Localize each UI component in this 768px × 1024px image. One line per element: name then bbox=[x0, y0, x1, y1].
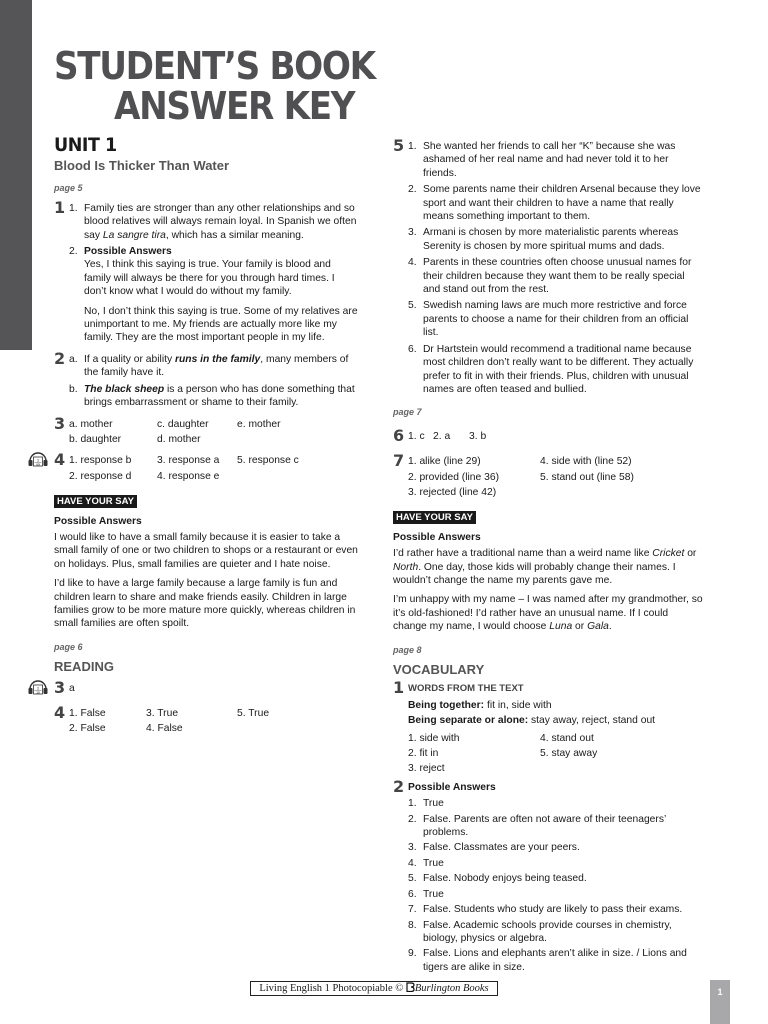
answer-cell: 5. stay away bbox=[540, 748, 598, 760]
answer-text: False. Parents are often not aware of their teenagers’ problems. bbox=[423, 813, 666, 839]
answer-item bbox=[408, 947, 703, 974]
answer-text: Family ties are stronger than any other relationships and so blood relatives will always remain loyal. In Spanish we often say bbox=[84, 202, 357, 241]
answer-row bbox=[69, 418, 359, 431]
exercise-number: 1 bbox=[393, 678, 405, 698]
headphones-icon bbox=[27, 679, 49, 695]
answer-row bbox=[69, 707, 359, 720]
answer-text: False. Nobody enjoys being teased. bbox=[423, 873, 587, 885]
track-number: 1 bbox=[36, 685, 40, 690]
answer-paragraph: Yes, I think this saying is true. Your family is blood and family will always be there for you through hard times. I don’t know what I would do without my family. bbox=[84, 259, 335, 298]
answer-text: True bbox=[423, 888, 444, 900]
answer-text: Armani is chosen by more materialistic parents whereas Serenity is chosen by more spiritual mums and dads. bbox=[423, 227, 679, 252]
burlington-logo-icon bbox=[406, 982, 415, 992]
exercise-1 bbox=[54, 197, 359, 345]
answer-text: . One day, those kids will probably change their names. I wouldn’t change the name my parents gave me. bbox=[393, 561, 676, 586]
have-your-say-label: HAVE YOUR SAY bbox=[393, 511, 476, 524]
answer-item bbox=[69, 353, 359, 380]
answer-paragraph: I’d like to have a large family because a large family is fun and children learn to share and make friends easily. Children in large families grow to be more mature more quickly, whereas children in small families are often spoilt. bbox=[54, 578, 356, 630]
track-sub: 09 bbox=[36, 462, 40, 467]
answer-text: She wanted her friends to call her “K” because she was ashamed of her real name and had never told it to her friends. bbox=[423, 141, 676, 179]
answer-text: False. Academic schools provide courses in chemistry, biology, physics or algebra. bbox=[423, 919, 672, 944]
answer-row bbox=[408, 471, 703, 484]
page-ref-7: page 7 bbox=[393, 407, 422, 418]
answer-row bbox=[408, 430, 703, 443]
answer-cell: 3. response a bbox=[157, 455, 220, 467]
answer-text: Some parents name their children Arsenal because they love sport and want their children to have a name that really means something important to them. bbox=[423, 184, 701, 223]
exercise-number: 4 bbox=[54, 450, 66, 470]
answer-text: or bbox=[572, 621, 588, 633]
answer-cell: 4. side with (line 52) bbox=[540, 456, 632, 468]
answer-term: runs in the family bbox=[175, 353, 261, 365]
answer-text: If a quality or ability bbox=[84, 353, 175, 365]
left-column bbox=[36, 134, 359, 738]
answer-cell: 1. side with bbox=[408, 732, 460, 744]
vocab-label: Being together: bbox=[408, 699, 485, 711]
item-number: 1. bbox=[408, 798, 417, 810]
reading-exercise-3 bbox=[36, 677, 359, 697]
possible-answers-heading: Possible Answers bbox=[84, 246, 172, 258]
answer-cell: 3. True bbox=[146, 708, 179, 719]
exercise-number: 3 bbox=[54, 677, 66, 697]
answer-cell: c. daughter bbox=[157, 418, 209, 430]
answer-cell: a. mother bbox=[69, 418, 113, 430]
answer-item bbox=[69, 383, 359, 410]
answer-row bbox=[408, 455, 703, 468]
answer-cell: e. mother bbox=[237, 418, 281, 430]
answer-cell: 1. alike (line 29) bbox=[408, 456, 481, 468]
answer-cell: 1. False bbox=[69, 708, 106, 719]
answer-cell: 4. stand out bbox=[540, 732, 594, 744]
vocab-text: fit in, side with bbox=[484, 699, 552, 711]
answer-text: Dr Hartstein would recommend a traditional name because most children don’t really want to be different. They actually prefer to fit in with their friends. Plus, children with unusual names are often teased and bullied. bbox=[423, 343, 694, 395]
answer-cell: 2. False bbox=[69, 723, 106, 735]
vocab-line bbox=[408, 714, 703, 727]
exercise-number: 4 bbox=[54, 703, 66, 722]
answer-row bbox=[69, 433, 359, 446]
answer-text: , many members of the family have it. bbox=[84, 353, 349, 379]
have-your-say-label: HAVE YOUR SAY bbox=[54, 495, 137, 508]
answer-term: The black sheep bbox=[84, 383, 165, 395]
exercise-number: 7 bbox=[393, 451, 405, 471]
answer-text: , which has a similar meaning. bbox=[165, 229, 304, 241]
item-number: 1. bbox=[69, 202, 78, 214]
answer-row bbox=[408, 732, 703, 745]
answer-row bbox=[408, 486, 703, 499]
answer-text: I’m unhappy with my name – I was named after my grandmother, so it’s old-fashioned! I’d rather have an unusual name. If I could change my name, I would choose bbox=[393, 594, 703, 633]
item-number: 2. bbox=[408, 813, 417, 825]
item-number: 5. bbox=[408, 300, 417, 312]
section-heading-reading: READING bbox=[54, 659, 114, 675]
answer-text: Parents in these countries often choose unusual names for their children because they want them to be really special and stand out from the rest. bbox=[423, 257, 692, 296]
answer-text: False. Students who study are likely to pass their exams. bbox=[423, 904, 683, 916]
item-letter: a. bbox=[69, 353, 78, 365]
possible-answers-heading: Possible Answers bbox=[408, 781, 496, 793]
answer-row bbox=[408, 747, 703, 760]
answer-item bbox=[408, 888, 703, 901]
exercise-number: 2 bbox=[54, 348, 66, 368]
item-number: 3. bbox=[408, 227, 417, 239]
answer-text: or bbox=[684, 548, 697, 560]
exercise-number: 5 bbox=[393, 136, 405, 155]
answer-cell: 3. rejected (line 42) bbox=[408, 486, 497, 498]
page-title-line1: STUDENT’S BOOK bbox=[54, 44, 375, 88]
answer-item bbox=[408, 183, 703, 223]
answer-item bbox=[408, 226, 703, 253]
answer-cell: d. mother bbox=[157, 433, 201, 445]
answer-row bbox=[408, 762, 703, 775]
answer-cell: 2. a bbox=[433, 430, 451, 442]
headphones-icon bbox=[27, 451, 49, 467]
answer-text: . bbox=[608, 621, 612, 633]
answer-item bbox=[408, 857, 703, 870]
track-number: 1 bbox=[36, 458, 40, 463]
vocabulary-exercise-2 bbox=[393, 776, 703, 974]
answer-text: is a person who has done something that brings embarrassment or shame to their family. bbox=[84, 383, 355, 409]
exercise-3 bbox=[54, 413, 359, 447]
copyright-text: Living English 1 Photocopiable © bbox=[259, 983, 406, 994]
answer-cell: 4. False bbox=[146, 723, 183, 735]
answer-cell: 5. stand out (line 58) bbox=[540, 471, 634, 483]
answer-cell: 1. c bbox=[408, 430, 425, 442]
answer-item bbox=[408, 813, 703, 840]
answer-item bbox=[408, 256, 703, 296]
answer-cell: 2. response d bbox=[69, 470, 132, 482]
exercise-5 bbox=[393, 136, 703, 396]
exercise-4 bbox=[36, 450, 359, 483]
answer-paragraph bbox=[393, 593, 703, 633]
page-ref-6: page 6 bbox=[54, 641, 83, 652]
footer-copyright bbox=[250, 981, 498, 996]
answer-item bbox=[408, 841, 703, 854]
exercise-6 bbox=[393, 425, 703, 445]
answer-item bbox=[69, 245, 359, 345]
reading-exercise-4 bbox=[54, 703, 359, 736]
answer-item bbox=[69, 202, 359, 242]
item-number: 6. bbox=[408, 888, 417, 900]
vocab-line bbox=[408, 699, 703, 712]
possible-answers-heading: Possible Answers bbox=[54, 515, 142, 527]
exercise-number: 2 bbox=[393, 776, 405, 796]
answer-row bbox=[69, 470, 359, 483]
answer-cell: 3. b bbox=[469, 430, 487, 442]
answer-paragraph: No, I don’t think this saying is true. Some of my relatives are unimportant to me. My friends are actually more like my family. They are the most important people in my life. bbox=[84, 305, 358, 344]
answer-cell: 2. provided (line 36) bbox=[408, 471, 500, 483]
answer-italic: North bbox=[393, 561, 419, 573]
answer-item bbox=[408, 872, 703, 885]
answer-item bbox=[408, 903, 703, 916]
answer-cell: 3. reject bbox=[408, 763, 445, 775]
answer-cell: 5. response c bbox=[237, 455, 299, 467]
answer-cell: 2. fit in bbox=[408, 748, 439, 760]
exercise-number: 6 bbox=[393, 425, 405, 445]
answer-text: False. Lions and elephants aren’t alike in size. / Lions and tigers are alike in size. bbox=[423, 948, 687, 973]
vocab-text: stay away, reject, stand out bbox=[528, 715, 656, 727]
page-title-line2: ANSWER KEY bbox=[114, 84, 355, 128]
item-number: 9. bbox=[408, 948, 417, 960]
page-ref-5: page 5 bbox=[54, 183, 83, 194]
answer-text: Swedish naming laws are much more restrictive and force parents to choose a name for their children from an official list. bbox=[423, 300, 689, 339]
answer-cell: 5. True bbox=[237, 708, 270, 719]
unit-label: UNIT 1 bbox=[54, 134, 117, 156]
answer-row bbox=[69, 722, 359, 735]
track-sub: 10 bbox=[36, 689, 40, 694]
answer-text: False. Classmates are your peers. bbox=[423, 842, 580, 854]
answer-cell: b. daughter bbox=[69, 433, 122, 445]
answer-item bbox=[408, 343, 703, 397]
item-number: 4. bbox=[408, 257, 417, 269]
answer-row bbox=[69, 454, 359, 467]
exercise-7 bbox=[393, 451, 703, 499]
answer-text: I’d rather have a traditional name than a weird name like bbox=[393, 548, 653, 560]
item-number: 3. bbox=[408, 842, 417, 854]
item-letter: b. bbox=[69, 383, 78, 395]
page-ref-8: page 8 bbox=[393, 644, 422, 655]
answer-item bbox=[408, 299, 703, 339]
item-number: 2. bbox=[69, 246, 78, 258]
answer-italic: Luna bbox=[549, 621, 573, 633]
answer-text: a bbox=[69, 682, 75, 694]
vocabulary-exercise-1 bbox=[393, 678, 703, 775]
sidebar-band bbox=[0, 0, 32, 350]
answer-italic: Cricket bbox=[652, 548, 685, 560]
answer-paragraph: I would like to have a small family because it is easier to take a small family of one or two children to shops or a restaurant or even on holidays. Plus, small families are quieter and I hate noise. bbox=[54, 531, 358, 570]
answer-text: True bbox=[423, 857, 444, 869]
item-number: 5. bbox=[408, 873, 417, 885]
answer-text: True bbox=[423, 798, 444, 810]
unit-subtitle: Blood Is Thicker Than Water bbox=[54, 158, 230, 173]
exercise-number: 1 bbox=[54, 197, 66, 217]
vocab-label: Being separate or alone: bbox=[408, 715, 529, 727]
publisher-name: Burlington Books bbox=[414, 983, 489, 994]
section-heading-vocabulary: VOCABULARY bbox=[393, 662, 485, 677]
exercise-number: 3 bbox=[54, 413, 66, 433]
item-number: 7. bbox=[408, 904, 417, 916]
answer-paragraph bbox=[393, 547, 703, 587]
answer-italic: Gala bbox=[587, 621, 609, 633]
possible-answers-heading: Possible Answers bbox=[393, 531, 481, 543]
item-number: 8. bbox=[408, 919, 417, 931]
right-column bbox=[393, 136, 703, 976]
answer-item bbox=[408, 797, 703, 810]
item-number: 6. bbox=[408, 343, 417, 355]
answer-cell: 1. response b bbox=[69, 455, 132, 467]
answer-item bbox=[408, 919, 703, 946]
answer-cell: 4. response e bbox=[157, 470, 220, 482]
item-number: 2. bbox=[408, 184, 417, 196]
exercise-title: WORDS FROM THE TEXT bbox=[408, 683, 524, 695]
item-number: 1. bbox=[408, 141, 417, 152]
exercise-2 bbox=[54, 348, 359, 410]
answer-italic: La sangre tira bbox=[102, 229, 166, 241]
page-number-tab: 1 bbox=[710, 980, 730, 1024]
answer-item bbox=[408, 140, 703, 180]
item-number: 4. bbox=[408, 857, 417, 869]
